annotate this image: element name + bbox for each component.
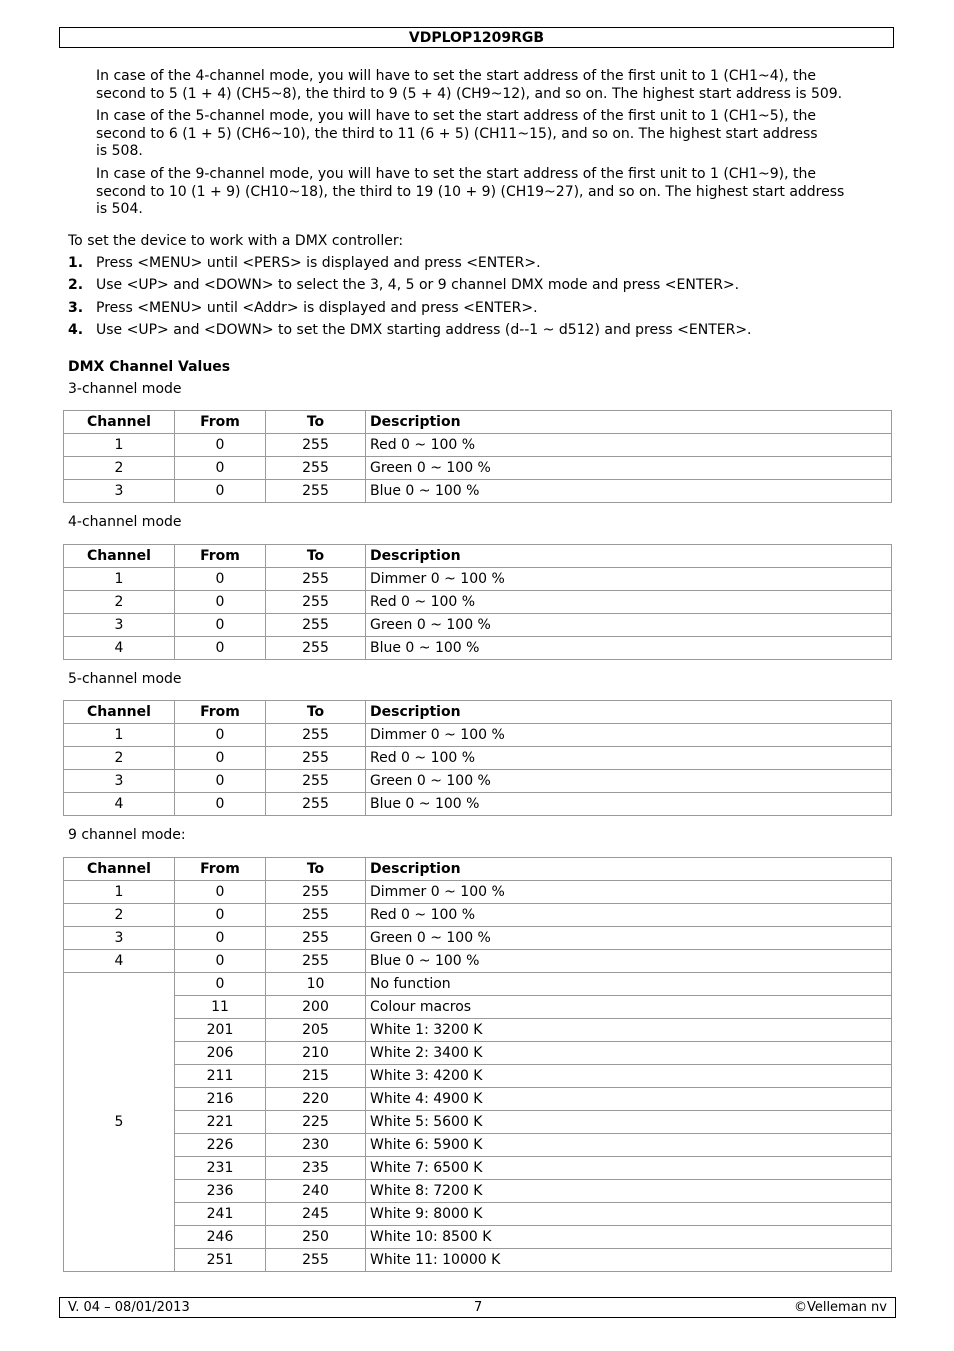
paragraph-line: second to 6 (1 + 5) (CH6~10), the third to 11 (6 + 5) (CH11~15), and so on. The highest start address — [96, 125, 818, 142]
cell-from: 0 — [175, 434, 266, 457]
table-row — [64, 457, 892, 480]
cell-channel: 3 — [64, 770, 175, 793]
table-row — [64, 973, 892, 996]
cell-from: 236 — [175, 1180, 266, 1203]
table-header-row — [64, 858, 892, 881]
table-row — [64, 1226, 892, 1249]
paragraph-line: second to 5 (1 + 4) (CH5~8), the third to 9 (5 + 4) (CH9~12), and so on. The highest start address is 509. — [96, 85, 843, 102]
header-description: Description — [366, 858, 892, 881]
cell-to: 255 — [266, 904, 366, 927]
cell-channel: 3 — [64, 614, 175, 637]
table-row — [64, 1111, 892, 1134]
cell-from: 231 — [175, 1157, 266, 1180]
table-header-row — [64, 411, 892, 434]
cell-description: White 7: 6500 K — [366, 1157, 892, 1180]
cell-from: 0 — [175, 637, 266, 660]
cell-to: 255 — [266, 614, 366, 637]
cell-description: Dimmer 0 ~ 100 % — [366, 568, 892, 591]
table-row — [64, 747, 892, 770]
cell-description: Green 0 ~ 100 % — [366, 457, 892, 480]
table-row — [64, 1157, 892, 1180]
document-footer — [59, 1297, 896, 1318]
step-number: 1. — [68, 255, 84, 271]
cell-description: Colour macros — [366, 996, 892, 1019]
cell-channel: 2 — [64, 747, 175, 770]
header-description: Description — [366, 411, 892, 434]
cell-from: 11 — [175, 996, 266, 1019]
cell-from: 241 — [175, 1203, 266, 1226]
paragraph-line: is 504. — [96, 201, 143, 217]
cell-from: 0 — [175, 770, 266, 793]
cell-from: 211 — [175, 1065, 266, 1088]
cell-description: Blue 0 ~ 100 % — [366, 480, 892, 503]
header-channel: Channel — [64, 545, 175, 568]
table-row — [64, 591, 892, 614]
header-to: To — [266, 858, 366, 881]
section-title: DMX Channel Values — [68, 359, 231, 375]
cell-channel: 3 — [64, 927, 175, 950]
cell-description: Red 0 ~ 100 % — [366, 747, 892, 770]
cell-from: 0 — [175, 480, 266, 503]
table-row — [64, 568, 892, 591]
table-row — [64, 770, 892, 793]
cell-description: White 10: 8500 K — [366, 1226, 892, 1249]
cell-channel: 1 — [64, 568, 175, 591]
dmx-table-9-channel — [63, 857, 892, 1272]
cell-channel: 4 — [64, 950, 175, 973]
cell-description: Blue 0 ~ 100 % — [366, 950, 892, 973]
table-row — [64, 480, 892, 503]
header-description: Description — [366, 545, 892, 568]
cell-description: Red 0 ~ 100 % — [366, 434, 892, 457]
table-row — [64, 1180, 892, 1203]
cell-channel: 2 — [64, 904, 175, 927]
table-row — [64, 1042, 892, 1065]
table-row — [64, 793, 892, 816]
cell-from: 0 — [175, 927, 266, 950]
cell-channel: 1 — [64, 724, 175, 747]
header-channel: Channel — [64, 858, 175, 881]
cell-from: 221 — [175, 1111, 266, 1134]
cell-from: 0 — [175, 591, 266, 614]
header-from: From — [175, 411, 266, 434]
table-caption: 9 channel mode: — [68, 827, 186, 843]
cell-to: 255 — [266, 591, 366, 614]
table-row — [64, 1203, 892, 1226]
cell-description: Dimmer 0 ~ 100 % — [366, 724, 892, 747]
paragraph-line: second to 10 (1 + 9) (CH10~18), the third to 19 (10 + 9) (CH19~27), and so on. The highest start address — [96, 183, 845, 200]
cell-to: 210 — [266, 1042, 366, 1065]
cell-channel: 2 — [64, 457, 175, 480]
cell-description: White 9: 8000 K — [366, 1203, 892, 1226]
cell-channel-merged: 5 — [64, 973, 175, 1272]
table-row — [64, 927, 892, 950]
step-text: Press <MENU> until <Addr> is displayed and press <ENTER>. — [96, 300, 538, 316]
step-text: Use <UP> and <DOWN> to select the 3, 4, 5 or 9 channel DMX mode and press <ENTER>. — [96, 277, 740, 293]
dmx-setup-lead: To set the device to work with a DMX controller: — [68, 233, 404, 249]
cell-to: 225 — [266, 1111, 366, 1134]
cell-channel: 1 — [64, 434, 175, 457]
paragraph-line: In case of the 5-channel mode, you will have to set the start address of the first unit to 1 (CH1~5), the — [96, 108, 816, 124]
cell-to: 255 — [266, 434, 366, 457]
cell-to: 255 — [266, 950, 366, 973]
cell-channel: 4 — [64, 637, 175, 660]
cell-to: 255 — [266, 927, 366, 950]
table-header-row — [64, 545, 892, 568]
cell-from: 216 — [175, 1088, 266, 1111]
cell-to: 255 — [266, 1249, 366, 1272]
cell-description: No function — [366, 973, 892, 996]
cell-from: 0 — [175, 747, 266, 770]
step-text: Press <MENU> until <PERS> is displayed and press <ENTER>. — [96, 255, 541, 271]
cell-to: 235 — [266, 1157, 366, 1180]
paragraph-9-channel — [96, 166, 891, 219]
cell-from: 206 — [175, 1042, 266, 1065]
header-to: To — [266, 545, 366, 568]
table-row — [64, 1249, 892, 1272]
cell-from: 0 — [175, 724, 266, 747]
cell-description: White 8: 7200 K — [366, 1180, 892, 1203]
dmx-table-4-channel — [63, 544, 892, 660]
table-row — [64, 950, 892, 973]
cell-from: 0 — [175, 881, 266, 904]
cell-channel: 3 — [64, 480, 175, 503]
cell-description: Green 0 ~ 100 % — [366, 927, 892, 950]
cell-to: 255 — [266, 747, 366, 770]
cell-description: Green 0 ~ 100 % — [366, 770, 892, 793]
cell-channel: 4 — [64, 793, 175, 816]
cell-description: White 4: 4900 K — [366, 1088, 892, 1111]
table-caption: 4-channel mode — [68, 514, 182, 530]
paragraph-line: is 508. — [96, 143, 143, 159]
header-to: To — [266, 701, 366, 724]
dmx-table-5-channel — [63, 700, 892, 816]
table-row — [64, 1088, 892, 1111]
cell-description: Dimmer 0 ~ 100 % — [366, 881, 892, 904]
header-from: From — [175, 701, 266, 724]
footer-version: V. 04 – 08/01/2013 — [68, 1300, 190, 1315]
cell-description: Red 0 ~ 100 % — [366, 904, 892, 927]
paragraph-5-channel — [96, 108, 891, 161]
cell-description: White 3: 4200 K — [366, 1065, 892, 1088]
table-header-row — [64, 701, 892, 724]
table-caption: 5-channel mode — [68, 671, 182, 687]
paragraph-4-channel — [96, 68, 891, 103]
table-row — [64, 996, 892, 1019]
cell-to: 205 — [266, 1019, 366, 1042]
cell-to: 240 — [266, 1180, 366, 1203]
cell-to: 255 — [266, 793, 366, 816]
cell-to: 10 — [266, 973, 366, 996]
step-text: Use <UP> and <DOWN> to set the DMX starting address (d--1 ~ d512) and press <ENTER>. — [96, 322, 752, 338]
cell-from: 0 — [175, 950, 266, 973]
cell-from: 0 — [175, 904, 266, 927]
table-row — [64, 724, 892, 747]
dmx-table-3-channel — [63, 410, 892, 503]
cell-to: 245 — [266, 1203, 366, 1226]
cell-description: White 5: 5600 K — [366, 1111, 892, 1134]
cell-from: 0 — [175, 568, 266, 591]
table-row — [64, 904, 892, 927]
step-number: 2. — [68, 277, 84, 293]
cell-to: 255 — [266, 881, 366, 904]
cell-description: White 2: 3400 K — [366, 1042, 892, 1065]
header-channel: Channel — [64, 701, 175, 724]
document-title: VDPLOP1209RGB — [408, 30, 545, 46]
table-row — [64, 434, 892, 457]
cell-to: 255 — [266, 457, 366, 480]
header-from: From — [175, 858, 266, 881]
step-number: 4. — [68, 322, 84, 338]
cell-to: 255 — [266, 637, 366, 660]
cell-to: 255 — [266, 770, 366, 793]
cell-from: 0 — [175, 457, 266, 480]
cell-to: 250 — [266, 1226, 366, 1249]
cell-description: White 11: 10000 K — [366, 1249, 892, 1272]
cell-to: 255 — [266, 480, 366, 503]
cell-description: White 6: 5900 K — [366, 1134, 892, 1157]
table-row — [64, 881, 892, 904]
cell-description: White 1: 3200 K — [366, 1019, 892, 1042]
cell-from: 226 — [175, 1134, 266, 1157]
cell-from: 0 — [175, 614, 266, 637]
paragraph-line: In case of the 4-channel mode, you will have to set the start address of the first unit to 1 (CH1~4), the — [96, 68, 816, 84]
cell-from: 0 — [175, 973, 266, 996]
cell-description: Blue 0 ~ 100 % — [366, 793, 892, 816]
cell-channel: 2 — [64, 591, 175, 614]
cell-from: 0 — [175, 793, 266, 816]
footer-page-number: 7 — [474, 1300, 483, 1315]
cell-to: 220 — [266, 1088, 366, 1111]
cell-description: Red 0 ~ 100 % — [366, 591, 892, 614]
header-channel: Channel — [64, 411, 175, 434]
table-row — [64, 637, 892, 660]
cell-channel: 1 — [64, 881, 175, 904]
cell-to: 215 — [266, 1065, 366, 1088]
header-to: To — [266, 411, 366, 434]
cell-to: 255 — [266, 568, 366, 591]
cell-to: 255 — [266, 724, 366, 747]
paragraph-line: In case of the 9-channel mode, you will have to set the start address of the first unit to 1 (CH1~9), the — [96, 166, 816, 182]
cell-description: Green 0 ~ 100 % — [366, 614, 892, 637]
table-row — [64, 1134, 892, 1157]
table-row — [64, 614, 892, 637]
cell-to: 200 — [266, 996, 366, 1019]
step-number: 3. — [68, 300, 84, 316]
table-row — [64, 1065, 892, 1088]
table-row — [64, 1019, 892, 1042]
header-description: Description — [366, 701, 892, 724]
cell-from: 246 — [175, 1226, 266, 1249]
cell-to: 230 — [266, 1134, 366, 1157]
cell-description: Blue 0 ~ 100 % — [366, 637, 892, 660]
header-from: From — [175, 545, 266, 568]
cell-from: 251 — [175, 1249, 266, 1272]
footer-copyright: ©Velleman nv — [793, 1300, 887, 1315]
document-header — [59, 27, 894, 48]
cell-from: 201 — [175, 1019, 266, 1042]
table-caption: 3-channel mode — [68, 381, 182, 397]
